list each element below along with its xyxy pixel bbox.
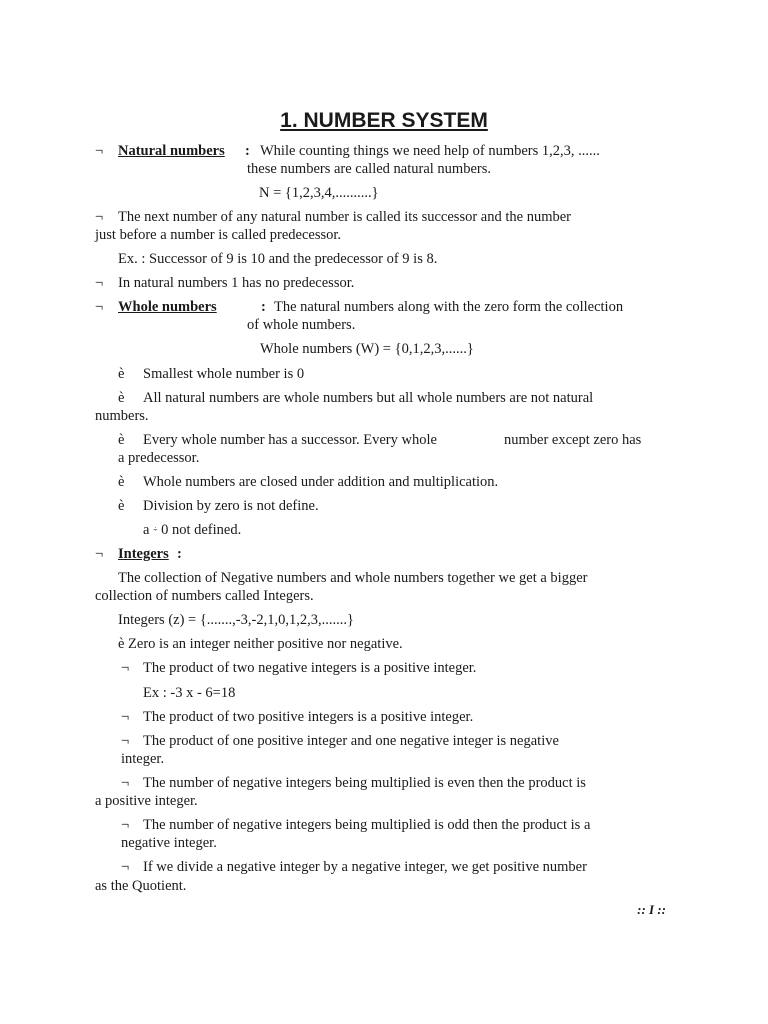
whole-point-3-part-b: number except zero has: [504, 432, 642, 448]
bullet-icon: ¬: [95, 546, 104, 562]
integer-rule-3-line-1: The product of one positive integer and one negative integer is negative: [143, 733, 559, 749]
integer-rule-6-line-1: If we divide a negative integer by a negative integer, we get positive number: [143, 859, 587, 875]
bullet-icon: ¬: [121, 817, 130, 833]
bullet-icon: ¬: [121, 660, 130, 676]
integers-intro-line-1: The collection of Negative numbers and whole numbers together we get a bigger: [118, 570, 588, 586]
whole-set: Whole numbers (W) = {0,1,2,3,......}: [260, 341, 474, 357]
whole-point-3-line-2: a predecessor.: [118, 450, 200, 466]
integer-rule-4-line-1: The number of negative integers being multiplied is even then the product is: [143, 775, 586, 791]
division-icon: ÷: [153, 525, 158, 534]
integer-rule-2: The product of two positive integers is a positive integer.: [143, 709, 474, 725]
arrow-icon: è: [118, 498, 125, 514]
arrow-icon: è: [118, 432, 125, 448]
integers-colon: :: [177, 546, 182, 562]
whole-numbers-label: Whole numbers: [118, 299, 217, 315]
successor-line-2: just before a number is called predecessor.: [95, 227, 342, 243]
whole-line-2: of whole numbers.: [247, 317, 356, 333]
whole-point-4: Whole numbers are closed under addition and multiplication.: [143, 474, 499, 490]
whole-point-1: Smallest whole number is 0: [143, 366, 305, 382]
natural-set: N = {1,2,3,4,..........}: [259, 185, 379, 201]
whole-point-5: Division by zero is not define.: [143, 498, 319, 514]
no-predecessor: In natural numbers 1 has no predecessor.: [118, 275, 355, 291]
successor-line-1: The next number of any natural number is called its successor and the number: [118, 209, 571, 225]
integer-rule-5-line-2: negative integer.: [121, 835, 217, 851]
whole-colon: :: [261, 299, 266, 315]
bullet-icon: ¬: [95, 209, 104, 225]
bullet-icon: ¬: [121, 859, 130, 875]
zero-note: è Zero is an integer neither positive nor negative.: [118, 636, 403, 652]
bullet-icon: ¬: [95, 275, 104, 291]
division-operand-a: a: [143, 522, 150, 538]
division-example: [143, 521, 241, 539]
bullet-icon: ¬: [121, 775, 130, 791]
page-number: :: I ::: [637, 902, 666, 917]
integer-rule-1-example: Ex : -3 x - 6=18: [143, 685, 236, 701]
division-operand-b: 0 not defined.: [161, 522, 242, 538]
whole-point-2-line-2: numbers.: [95, 408, 149, 424]
natural-colon: :: [245, 143, 250, 159]
natural-line-1: While counting things we need help of numbers 1,2,3, ......: [260, 143, 600, 159]
bullet-icon: ¬: [95, 299, 104, 315]
integer-rule-5-line-1: The number of negative integers being multiplied is odd then the product is a: [143, 817, 591, 833]
whole-line-1: The natural numbers along with the zero form the collection: [274, 299, 624, 315]
integer-rule-1: The product of two negative integers is a positive integer.: [143, 660, 477, 676]
whole-point-3-part-a: Every whole number has a successor. Every whole: [143, 432, 437, 448]
integers-label: Integers: [118, 546, 169, 562]
integers-intro-line-2: collection of numbers called Integers.: [95, 588, 314, 604]
arrow-icon: è: [118, 366, 125, 382]
natural-numbers-label: Natural numbers: [118, 143, 225, 159]
natural-line-2: these numbers are called natural numbers.: [247, 161, 491, 177]
integer-rule-4-line-2: a positive integer.: [95, 793, 198, 809]
integer-rule-6-line-2: as the Quotient.: [95, 878, 187, 894]
integer-rule-3-line-2: integer.: [121, 751, 165, 767]
page-title: 1. NUMBER SYSTEM: [280, 109, 488, 132]
arrow-icon: è: [118, 474, 125, 490]
arrow-icon: è: [118, 390, 125, 406]
bullet-icon: ¬: [121, 733, 130, 749]
whole-point-2-line-1: All natural numbers are whole numbers but all whole numbers are not natural: [143, 390, 594, 406]
integers-set: Integers (z) = {.......,-3,-2,1,0,1,2,3,.......}: [118, 612, 354, 628]
successor-example: Ex. : Successor of 9 is 10 and the predecessor of 9 is 8.: [118, 251, 438, 267]
bullet-icon: ¬: [121, 709, 130, 725]
bullet-icon: ¬: [95, 143, 104, 159]
